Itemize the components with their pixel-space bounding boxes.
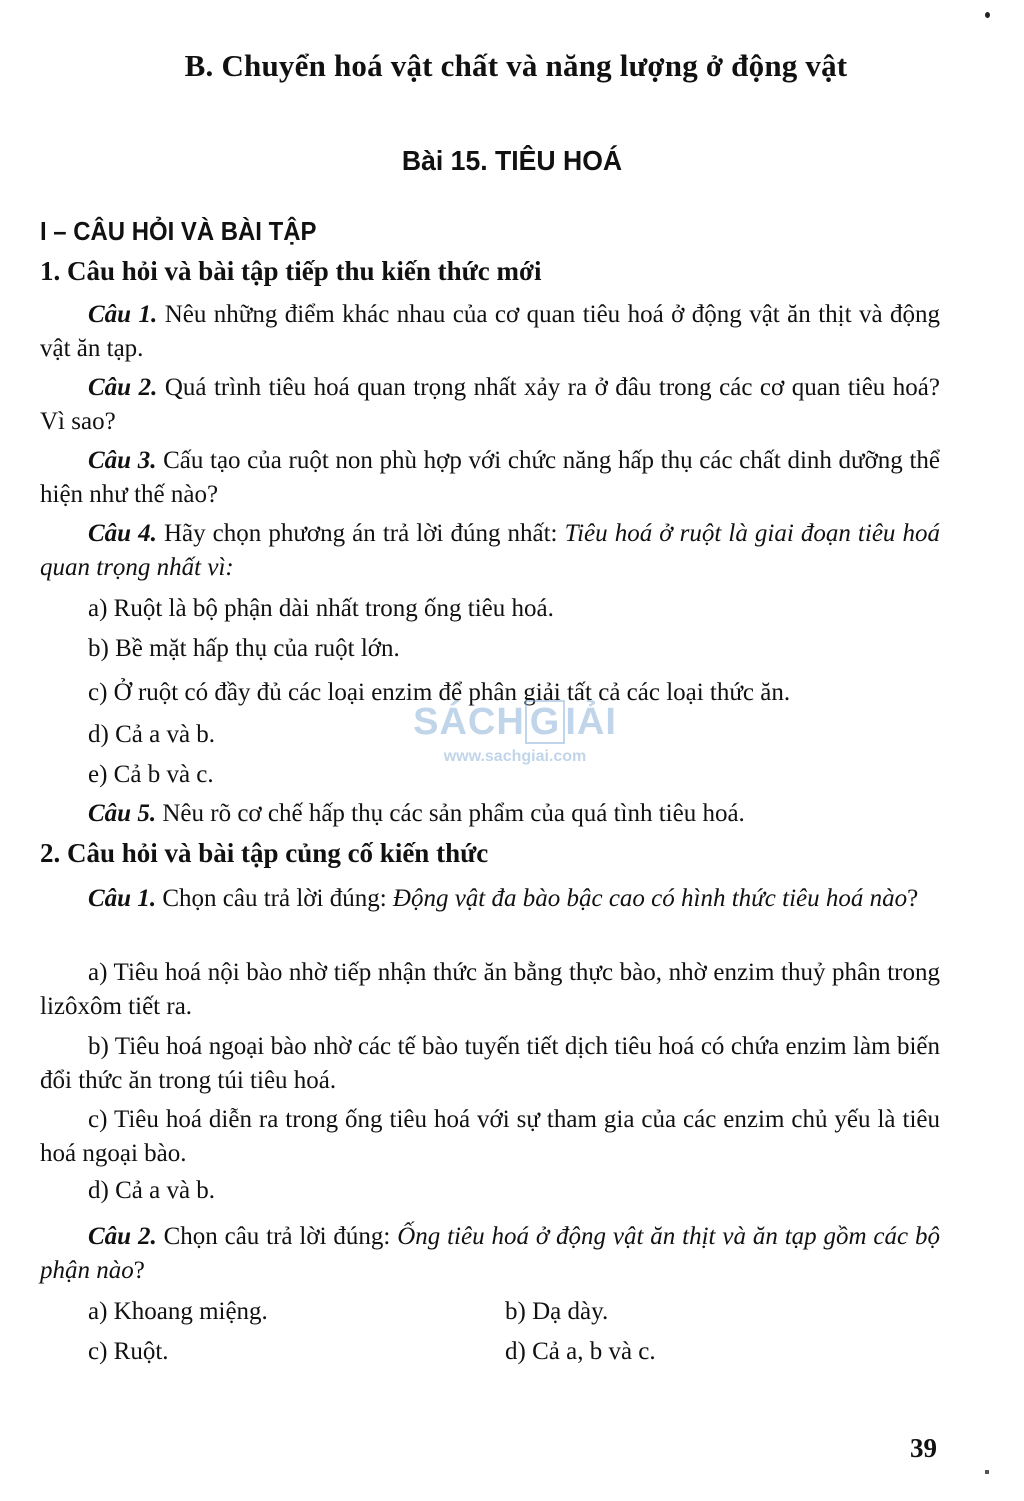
question-text: Cấu tạo của ruột non phù hợp với chức năng hấp thụ các chất dinh dưỡng thể hiện như thế nào? <box>40 447 940 508</box>
part2-q2-option-a: a) Khoang miệng. <box>88 1298 268 1325</box>
question-text: Nêu rõ cơ chế hấp thụ các sản phẩm của quá tình tiêu hoá. <box>156 800 745 827</box>
part1-question-3 <box>40 444 940 512</box>
question-end: ? <box>133 1257 145 1284</box>
part2-q1-option-c <box>40 1103 940 1171</box>
part2-question-1 <box>40 882 940 916</box>
part2-q2-option-b: b) Dạ dày. <box>505 1298 609 1325</box>
watermark <box>410 700 620 766</box>
question-emphasis: Động vật đa bào bậc cao có hình thức tiêu hoá nào <box>392 885 908 912</box>
lesson-title: Bài 15. TIÊU HOÁ <box>401 145 623 176</box>
question-emphasis: Ống tiêu hoá ở động vật ăn thịt và ăn tạp gồm các bộ phận nào <box>40 1223 940 1284</box>
part2-q1-option-d: d) Cả a và b. <box>88 1177 216 1204</box>
question-label: Câu 3. <box>88 447 157 474</box>
corner-mark <box>985 12 990 18</box>
question-text: Nêu những điểm khác nhau của cơ quan tiêu hoá ở động vật ăn thịt và động vật ăn tạp. <box>40 301 940 362</box>
part2-q1-option-a <box>40 956 940 1024</box>
part2-heading: 2. Câu hỏi và bài tập củng cố kiến thức <box>40 838 489 868</box>
part1-question-4 <box>40 517 940 585</box>
question-label: Câu 5. <box>88 800 157 827</box>
watermark-logo-g: G <box>525 700 566 744</box>
part2-q1-option-b <box>40 1030 940 1098</box>
watermark-url: www.sachgiai.com <box>443 748 587 765</box>
part1-q4-option-b: b) Bề mặt hấp thụ của ruột lớn. <box>88 635 400 662</box>
watermark-logo-right: IẢI <box>565 701 617 743</box>
part2-q2-option-d: d) Cả a, b và c. <box>505 1338 656 1365</box>
corner-mark-bottom <box>985 1470 989 1474</box>
part1-q4-option-c: c) Ở ruột có đầy đủ các loại enzim để phân giải tất cả các loại thức ăn. <box>88 679 791 706</box>
part2-q2-option-c: c) Ruột. <box>88 1338 169 1365</box>
question-text: Chọn câu trả lời đúng: <box>156 1223 398 1250</box>
part1-q4-option-d: d) Cả a và b. <box>88 721 216 748</box>
question-emphasis: Tiêu hoá ở ruột là giai đoạn tiêu hoá quan trọng nhất vì: <box>40 520 940 581</box>
part1-question-1 <box>40 298 940 366</box>
question-text: Chọn câu trả lời đúng: <box>156 885 393 912</box>
part1-question-5 <box>40 797 940 831</box>
part2-question-2 <box>40 1220 940 1288</box>
question-end: ? <box>907 885 919 912</box>
watermark-logo <box>410 700 620 744</box>
option-text: b) Tiêu hoá ngoại bào nhờ các tế bào tuyến tiết dịch tiêu hoá có chứa enzim làm biến đổi thức ăn trong túi tiêu hoá. <box>40 1033 940 1094</box>
question-label: Câu 4. <box>88 520 157 547</box>
section-heading: I – CÂU HỎI VÀ BÀI TẬP <box>40 216 317 246</box>
question-label: Câu 2. <box>88 374 158 401</box>
question-label: Câu 1. <box>88 301 158 328</box>
question-text: Hãy chọn phương án trả lời đúng nhất: <box>156 520 565 547</box>
part1-question-2 <box>40 371 940 439</box>
part1-q4-option-a: a) Ruột là bộ phận dài nhất trong ống tiêu hoá. <box>88 595 554 622</box>
part1-heading: 1. Câu hỏi và bài tập tiếp thu kiến thức mới <box>40 256 542 286</box>
watermark-logo-left: SÁCH <box>413 701 525 743</box>
page-number: 39 <box>910 1433 937 1463</box>
chapter-title: B. Chuyển hoá vật chất và năng lượng ở động vật <box>184 48 848 83</box>
part1-q4-option-e: e) Cả b và c. <box>88 761 214 788</box>
question-text: Quá trình tiêu hoá quan trọng nhất xảy ra ở đâu trong các cơ quan tiêu hoá? Vì sao? <box>40 374 940 435</box>
question-label: Câu 2. <box>88 1223 157 1250</box>
question-label: Câu 1. <box>88 885 157 912</box>
option-text: c) Tiêu hoá diễn ra trong ống tiêu hoá với sự tham gia của các enzim chủ yếu là tiêu hoá ngoại bào. <box>40 1106 940 1167</box>
option-text: a) Tiêu hoá nội bào nhờ tiếp nhận thức ăn bằng thực bào, nhờ enzim thuỷ phân trong lizôxôm tiết ra. <box>40 959 940 1020</box>
